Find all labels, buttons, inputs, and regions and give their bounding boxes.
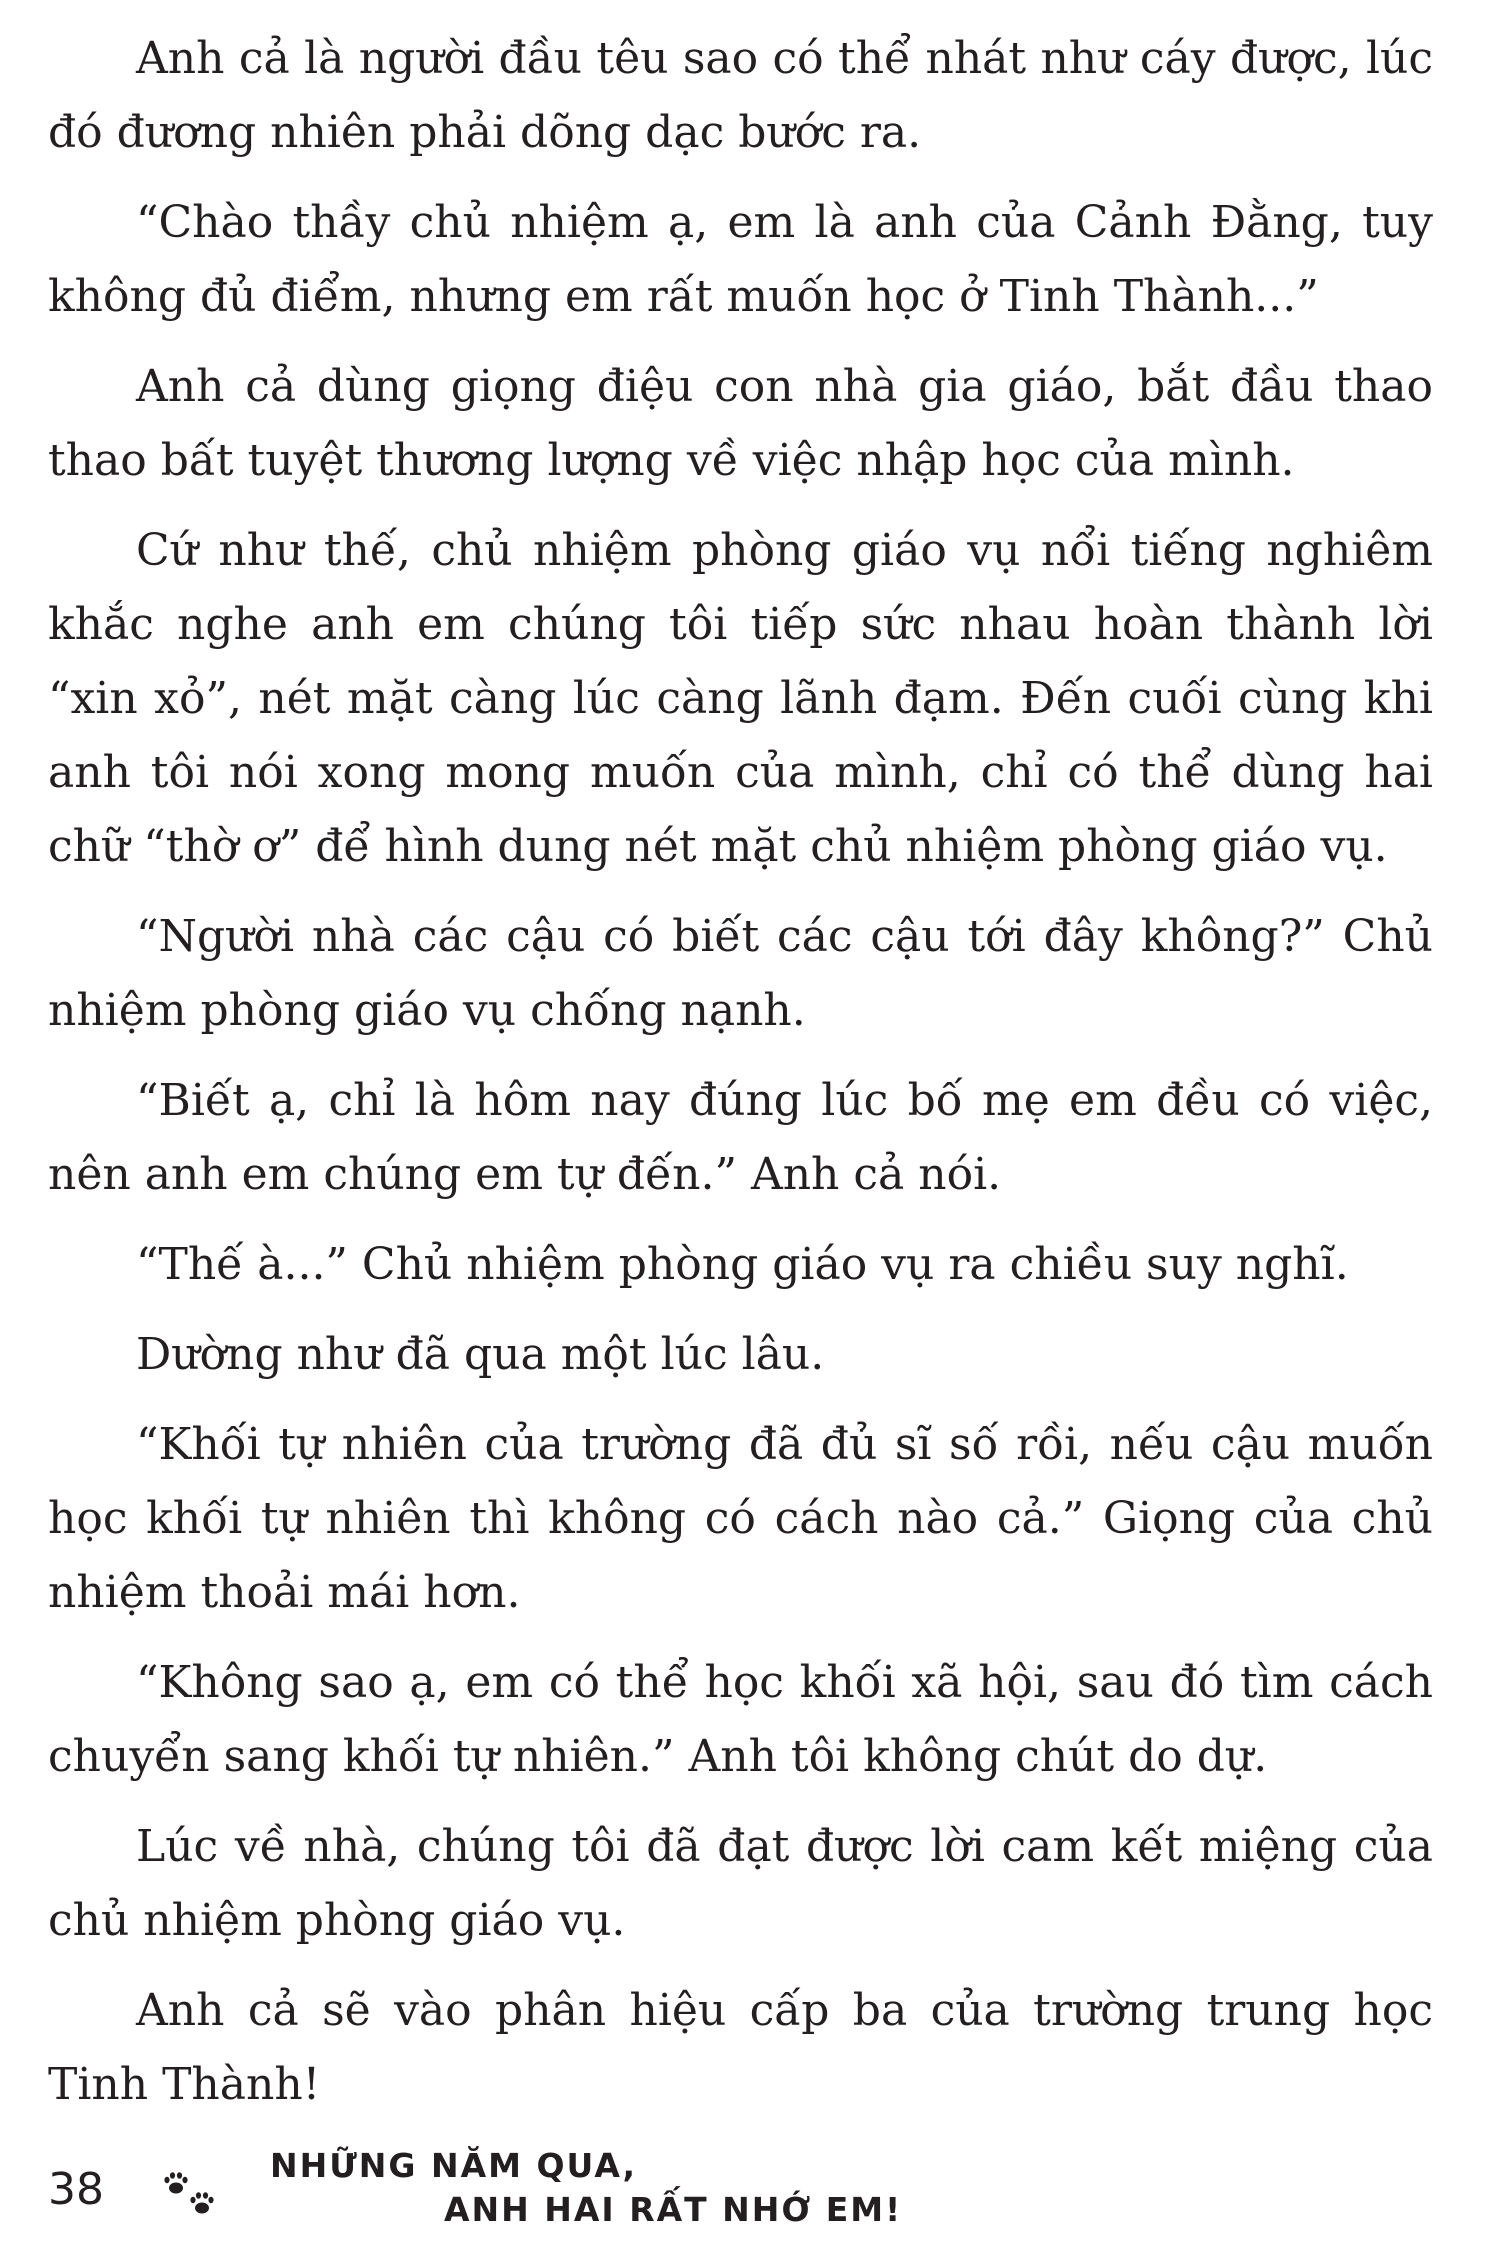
book-title-line2: ANH HAI RẤT NHỚ EM! (444, 2190, 903, 2229)
paragraph-8: Dường như đã qua một lúc lâu. (136, 1329, 825, 1380)
paragraph-2: “Chào thầy chủ nhiệm ạ, em là anh của Cảnh Đằng, tuy không đủ điểm, nhưng em rất muốn học ở Tinh Thành...” (48, 197, 1433, 322)
paragraph-12: Anh cả sẽ vào phân hiệu cấp ba của trường trung học Tinh Thành! (48, 1985, 1433, 2110)
paragraph-11: Lúc về nhà, chúng tôi đã đạt được lời cam kết miệng của chủ nhiệm phòng giáo vụ. (48, 1821, 1433, 1946)
paw-prints-icon (160, 2166, 220, 2222)
book-page-body (48, 22, 1433, 2138)
page-footer (48, 2146, 1448, 2232)
paragraph-1: Anh cả là người đầu têu sao có thể nhát như cáy được, lúc đó đương nhiên phải dõng dạc bước ra. (48, 33, 1433, 158)
paragraph-7: “Thế à...” Chủ nhiệm phòng giáo vụ ra chiều suy nghĩ. (136, 1239, 1349, 1290)
paragraph-9: “Khối tự nhiên của trường đã đủ sĩ số rồi, nếu cậu muốn học khối tự nhiên thì không có cách nào cả.” Giọng của chủ nhiệm thoải mái hơn. (48, 1419, 1433, 1618)
page-number: 38 (48, 2164, 104, 2215)
paragraph-6: “Biết ạ, chỉ là hôm nay đúng lúc bố mẹ em đều có việc, nên anh em chúng em tự đến.” Anh cả nói. (48, 1075, 1433, 1200)
paragraph-3: Anh cả dùng giọng điệu con nhà gia giáo, bắt đầu thao thao bất tuyệt thương lượng về việc nhập học của mình. (48, 361, 1433, 486)
paragraph-10: “Không sao ạ, em có thể học khối xã hội, sau đó tìm cách chuyển sang khối tự nhiên.” Anh tôi không chút do dự. (48, 1657, 1433, 1782)
book-title-line1: NHỮNG NĂM QUA, (270, 2146, 638, 2185)
paragraph-4: Cứ như thế, chủ nhiệm phòng giáo vụ nổi tiếng nghiêm khắc nghe anh em chúng tôi tiếp sức nhau hoàn thành lời “xin xỏ”, nét mặt càng lúc càng lãnh đạm. Đến cuối cùng khi anh tôi nói xong mong muốn của mình, chỉ có thể dùng hai chữ “thờ ơ” để hình dung nét mặt chủ nhiệm phòng giáo vụ. (48, 525, 1433, 872)
paragraph-5: “Người nhà các cậu có biết các cậu tới đây không?” Chủ nhiệm phòng giáo vụ chống nạnh. (48, 911, 1433, 1036)
